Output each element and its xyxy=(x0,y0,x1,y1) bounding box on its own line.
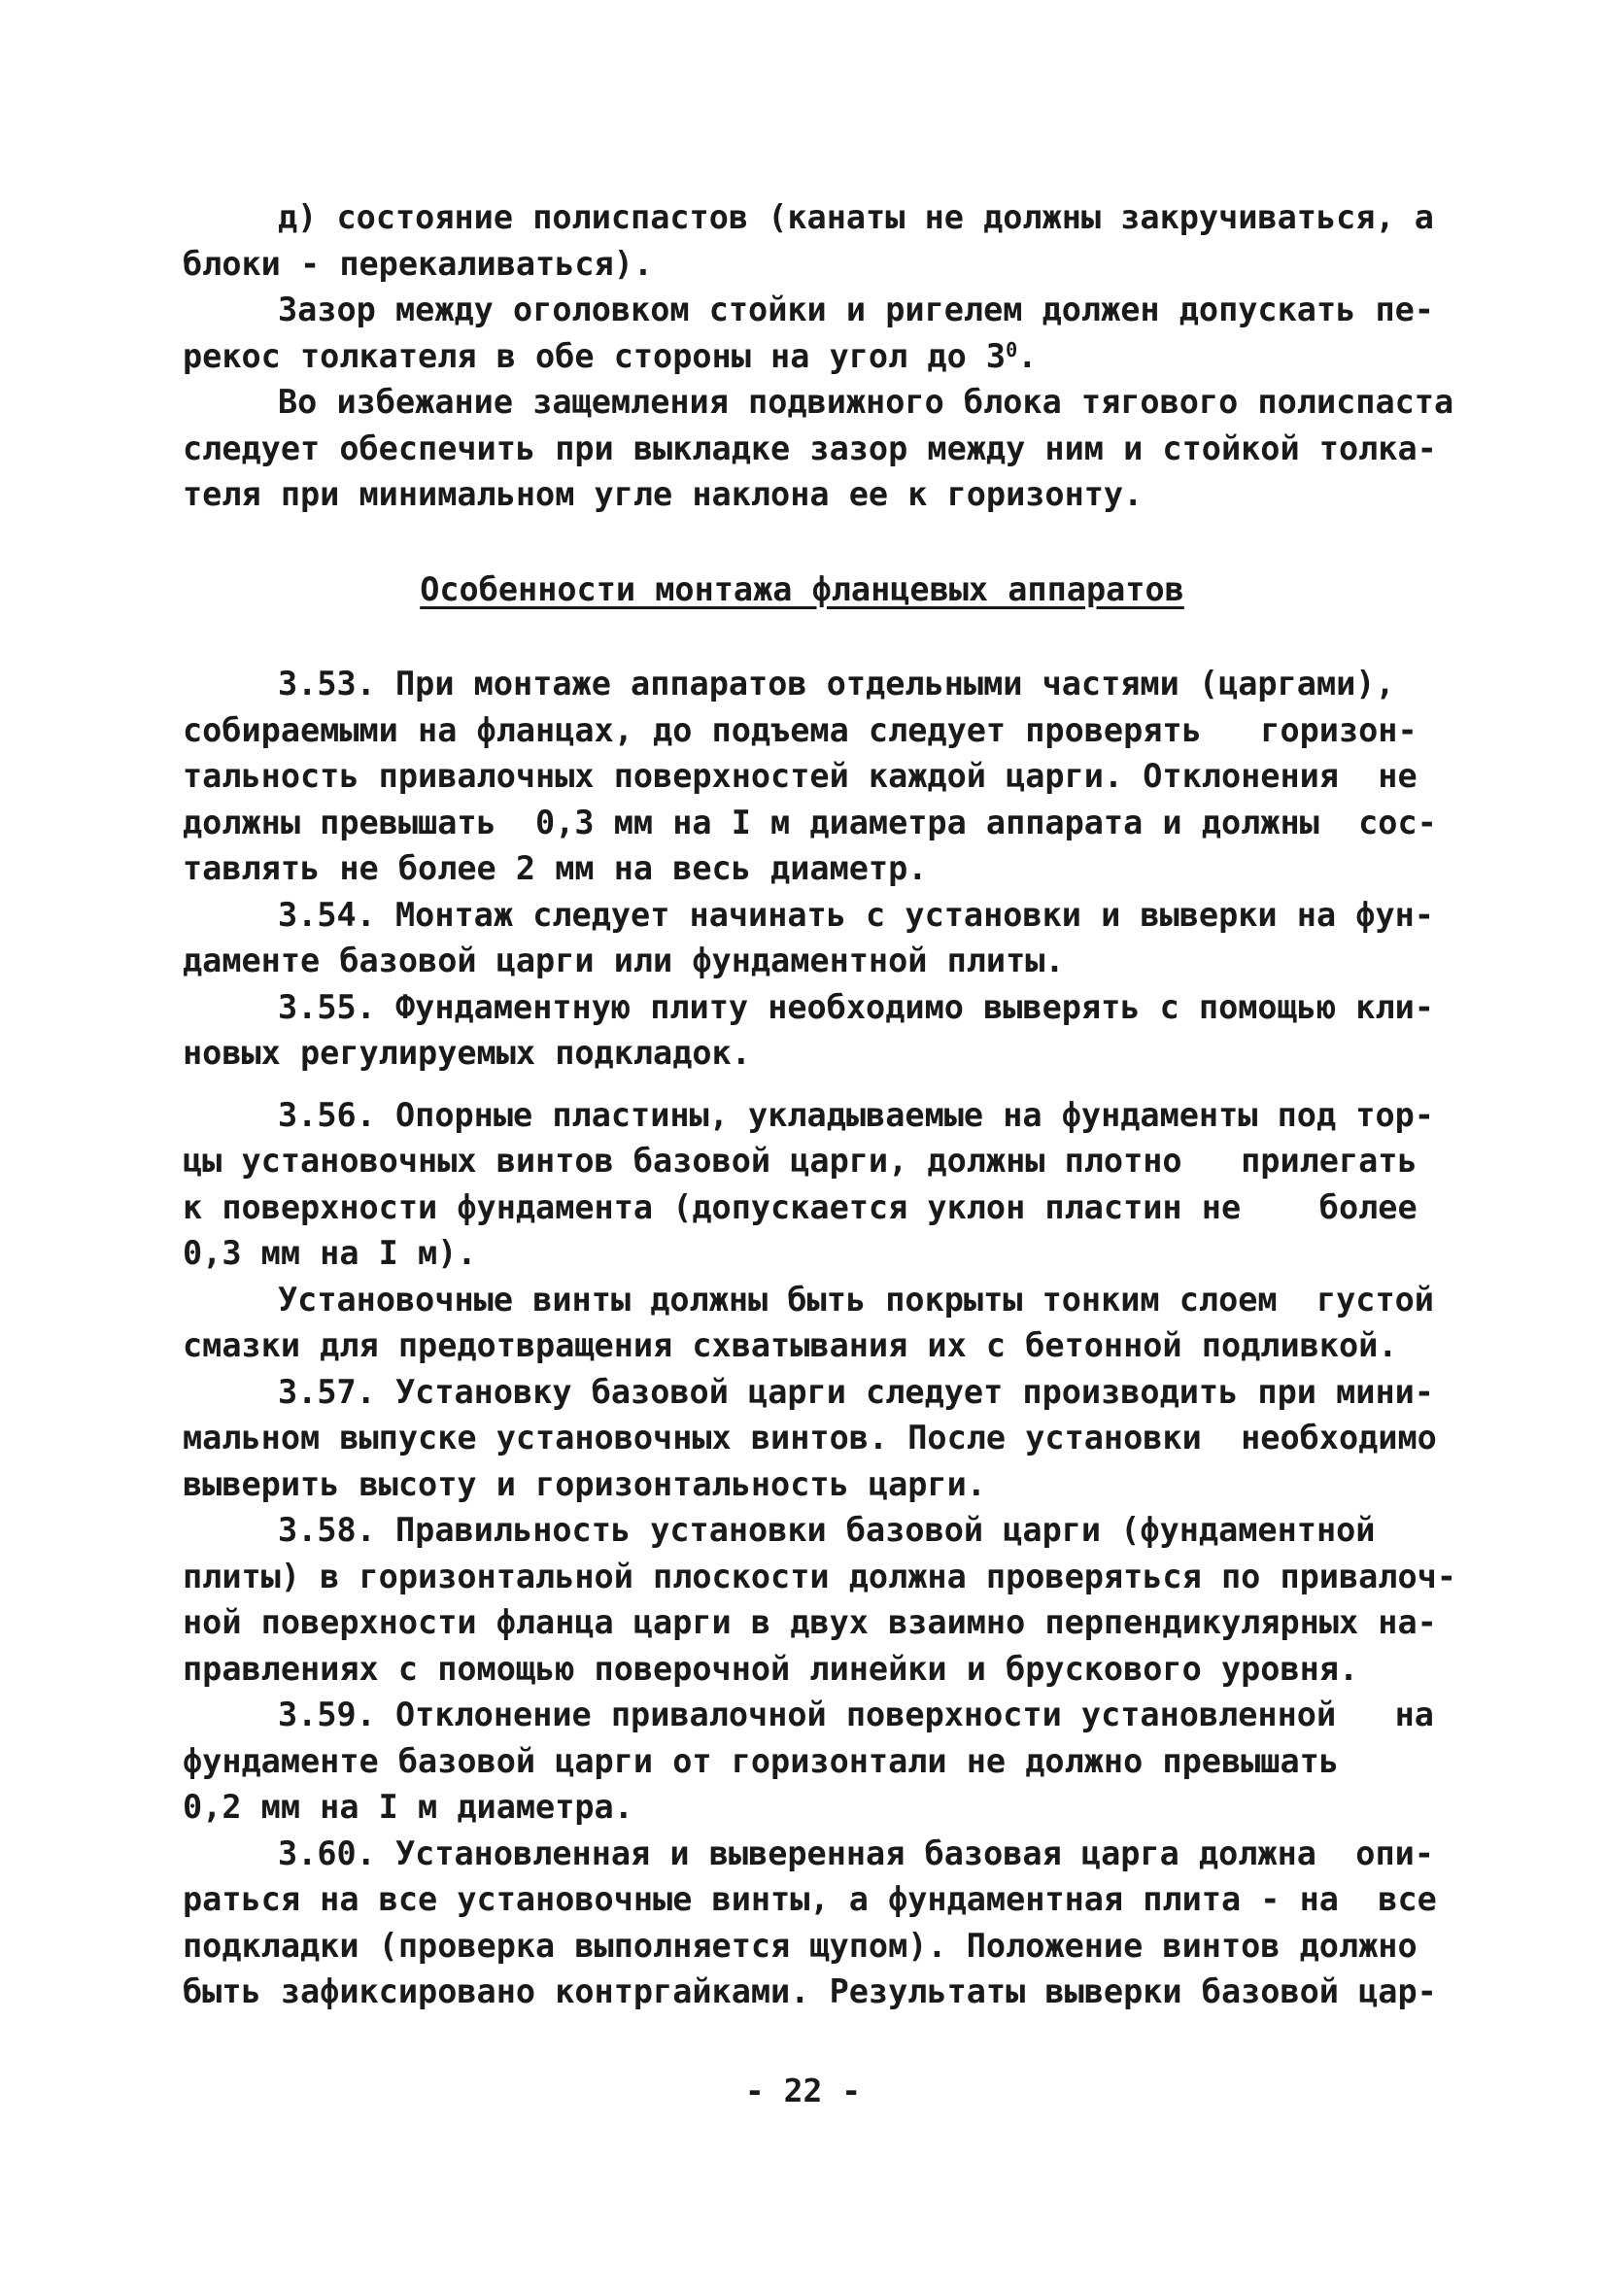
text-line: новых регулируемых подкладок. xyxy=(183,1034,751,1072)
degree-superscript: 0 xyxy=(1006,337,1018,361)
text-line: 3.58. Правильность установки базовой царги (фундаментной xyxy=(278,1511,1376,1549)
text-line: теля при минимальном угле наклона ее к горизонту. xyxy=(183,475,1144,513)
text-line: блоки - перекаливаться). xyxy=(183,244,654,283)
text-line: даменте базовой царги или фундаментной плиты. xyxy=(183,942,1065,979)
text-line: раться на все установочные винты, а фундаментная плита - на все xyxy=(183,1880,1437,1918)
section-heading: Особенности монтажа фланцевых аппаратов xyxy=(420,569,1184,608)
text-line: д) состояние полиспастов (канаты не должны закручиваться, а xyxy=(278,198,1434,236)
text-line: Во избежание защемления подвижного блока тягового полиспаста xyxy=(278,383,1454,421)
text-line: цы установочных винтов базовой царги, должны плотно прилегать xyxy=(183,1142,1418,1180)
page-number: - 22 - xyxy=(744,2072,862,2109)
text-line: плиты) в горизонтальной плоскости должна проверяться по привалоч- xyxy=(183,1557,1456,1595)
text-line: быть зафиксировано контргайками. Результаты выверки базовой цар- xyxy=(183,1972,1437,2010)
text-line: 3.55. Фундаментную плиту необходимо выверять с помощью кли- xyxy=(278,987,1434,1026)
text-line: 3.54. Монтаж следует начинать с установки и выверки на фун- xyxy=(278,895,1434,934)
text-line: тавлять не более 2 мм на весь диаметр. xyxy=(183,849,928,887)
text-line: следует обеспечить при выкладке зазор между ним и стойкой толка- xyxy=(183,428,1437,467)
text-line: правлениях с помощью поверочной линейки и брускового уровня. xyxy=(183,1649,1359,1688)
text-line: 0,2 мм на I м диаметра. xyxy=(183,1788,633,1826)
text-line: 3.57. Установку базовой царги следует производить при мини- xyxy=(278,1372,1434,1411)
text-line: 3.56. Опорные пластины, укладываемые на фундаменты под тор- xyxy=(278,1095,1434,1134)
text-line: фундаменте базовой царги от горизонтали не должно превышать xyxy=(183,1741,1339,1780)
text-line: к поверхности фундамента (допускается уклон пластин не более xyxy=(183,1187,1418,1226)
text-line: ной поверхности фланца царги в двух взаимно перпендикулярных на- xyxy=(183,1603,1437,1641)
text-line: мальном выпуске установочных винтов. После установки необходимо xyxy=(183,1419,1437,1456)
text-line: рекос толкателя в обе стороны на угол до $3^0$. xyxy=(183,336,1038,375)
text-line: подкладки (проверка выполняется щупом). Положение винтов должно xyxy=(183,1926,1418,1965)
text-line: 0,3 мм на I м). xyxy=(183,1234,477,1272)
text-line: должны превышать 0,3 мм на I м диаметра аппарата и должны сос- xyxy=(183,803,1437,841)
text-line: 3.59. Отклонение привалочной поверхности установленной на xyxy=(278,1696,1434,1733)
text-line: собираемыми на фланцах, до подъема следует проверять горизон- xyxy=(183,710,1418,749)
text-line: Установочные винты должны быть покрыты тонким слоем густой xyxy=(278,1280,1434,1319)
text-line: 3.60. Установленная и выверенная базовая царга должна опи- xyxy=(278,1833,1434,1872)
text-line: тальность привалочных поверхностей каждой царги. Отклонения не xyxy=(183,757,1418,795)
document-page xyxy=(183,194,1456,2015)
text-line: Зазор между оголовком стойки и ригелем должен допускать пе- xyxy=(278,291,1434,328)
text-line: смазки для предотвращения схватывания их с бетонной подливкой. xyxy=(183,1326,1398,1364)
text-line: выверить высоту и горизонтальность царги. xyxy=(183,1464,986,1503)
text-line: 3.53. При монтаже аппаратов отдельными частями (царгами), xyxy=(278,665,1395,703)
